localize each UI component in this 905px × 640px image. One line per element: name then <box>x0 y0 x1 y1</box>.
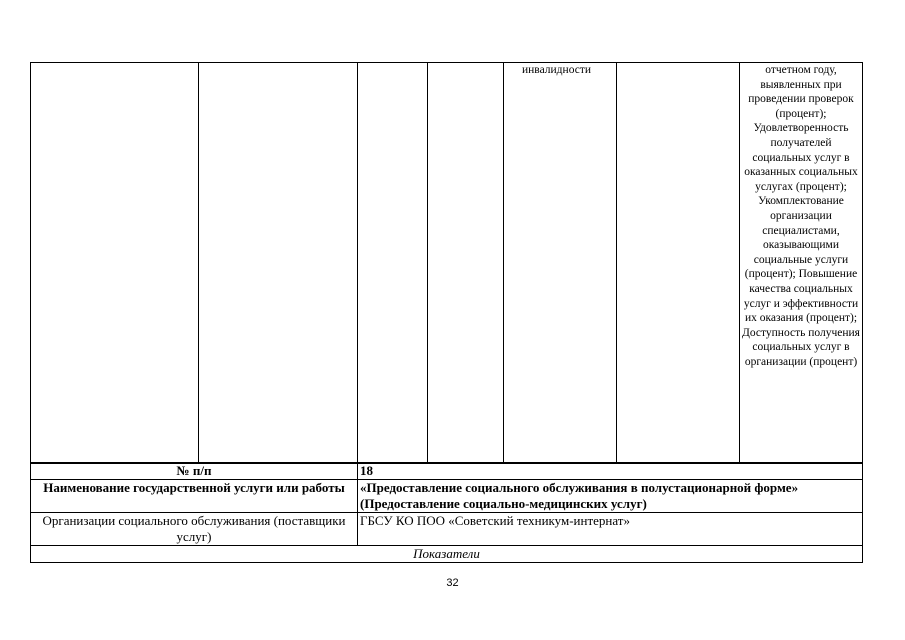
table-cell <box>617 63 740 464</box>
table-cell-indicators-list <box>740 63 863 464</box>
providers-label: Организации социального обслуживания (поставщики услуг) <box>31 513 358 546</box>
cell-text: инвалидности <box>522 64 592 76</box>
table-row <box>31 546 863 563</box>
providers-value: ГБСУ КО ПОО «Советский техникум-интернат» <box>358 513 863 546</box>
table-cell <box>199 63 358 464</box>
row-number-label: № п/п <box>31 463 358 480</box>
table-cell <box>31 63 199 464</box>
table-row <box>31 463 863 480</box>
continued-table <box>30 62 863 464</box>
table-row <box>31 63 863 464</box>
service-name-value: «Предоставление социального обслуживания в полустационарной форме» (Предоставление социально-медицинских услуг) <box>358 480 863 513</box>
indicators-header: Показатели <box>31 546 863 563</box>
cell-text: отчетном году, выявленных при проведении проверок (процент); Удовлетворенность получателей социальных услуг в оказанных социальных услугах (процент); Укомплектование организации специалистами, оказывающими социальные услуги (процент); Повышение качества социальных услуг и эффективности их оказания (процент); Доступность получения социальных услуг в организации (процент) <box>742 64 860 368</box>
table-row <box>31 513 863 546</box>
table-cell-disability <box>504 63 617 464</box>
table-cell <box>358 63 428 464</box>
service-table <box>30 462 863 563</box>
table-cell <box>428 63 504 464</box>
row-number-value: 18 <box>358 463 863 480</box>
table-row <box>31 480 863 513</box>
service-name-label: Наименование государственной услуги или работы <box>31 480 358 513</box>
page-number: 32 <box>446 577 459 589</box>
